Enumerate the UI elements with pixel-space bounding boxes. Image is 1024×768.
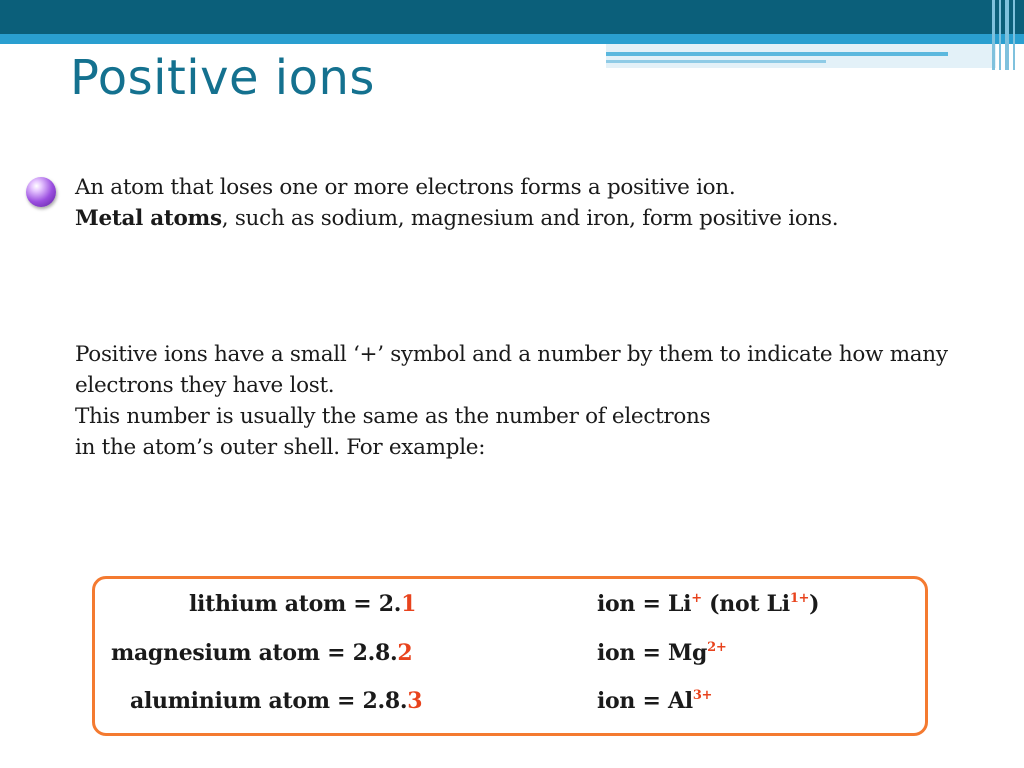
text-line: An atom that loses one or more electrons forms a positive ion. xyxy=(75,175,736,200)
outer-shell-count: 1 xyxy=(401,591,417,617)
text-line: in the atom’s outer shell. For example: xyxy=(75,435,486,460)
header-accent-line xyxy=(606,52,948,56)
ion-charge: 3+ xyxy=(692,688,713,703)
example-atom-lithium: lithium atom = 2.1 xyxy=(189,591,417,617)
bold-term: Metal atoms xyxy=(75,206,222,231)
ion-charge: + xyxy=(691,591,702,606)
header-banner-dark xyxy=(0,0,1024,34)
paragraph-definition xyxy=(75,172,838,234)
example-atom-magnesium: magnesium atom = 2.8.2 xyxy=(111,640,413,666)
outer-shell-count: 2 xyxy=(397,640,413,666)
ion-charge: 2+ xyxy=(707,640,727,655)
slide-title: Positive ions xyxy=(70,50,375,106)
text-run: , such as sodium, magnesium and iron, form positive ions. xyxy=(221,206,839,231)
example-ion-lithium: ion = Li+ (not $Li^{1+}$) xyxy=(597,591,820,617)
example-ion-aluminium: ion = $Al^{3+}$ xyxy=(597,688,713,714)
ion-charge: 1+ xyxy=(789,591,810,606)
text-line: Positive ions have a small ‘+’ symbol and a number by them to indicate how many xyxy=(75,342,948,367)
header-accent-line xyxy=(606,60,826,63)
example-ion-magnesium: ion = $Mg^{2+}$ xyxy=(597,640,727,666)
text-line: electrons they have lost. xyxy=(75,373,335,398)
outer-shell-count: 3 xyxy=(407,688,423,714)
text-line xyxy=(75,203,838,234)
header-vertical-lines xyxy=(992,0,1020,70)
paragraph-explanation xyxy=(75,339,948,463)
bullet-icon xyxy=(26,177,56,207)
header-banner-light xyxy=(0,34,1024,44)
example-atom-aluminium: aluminium atom = 2.8.3 xyxy=(130,688,423,714)
header-accent-strip xyxy=(606,44,996,68)
text-line: This number is usually the same as the number of electrons xyxy=(75,404,711,429)
